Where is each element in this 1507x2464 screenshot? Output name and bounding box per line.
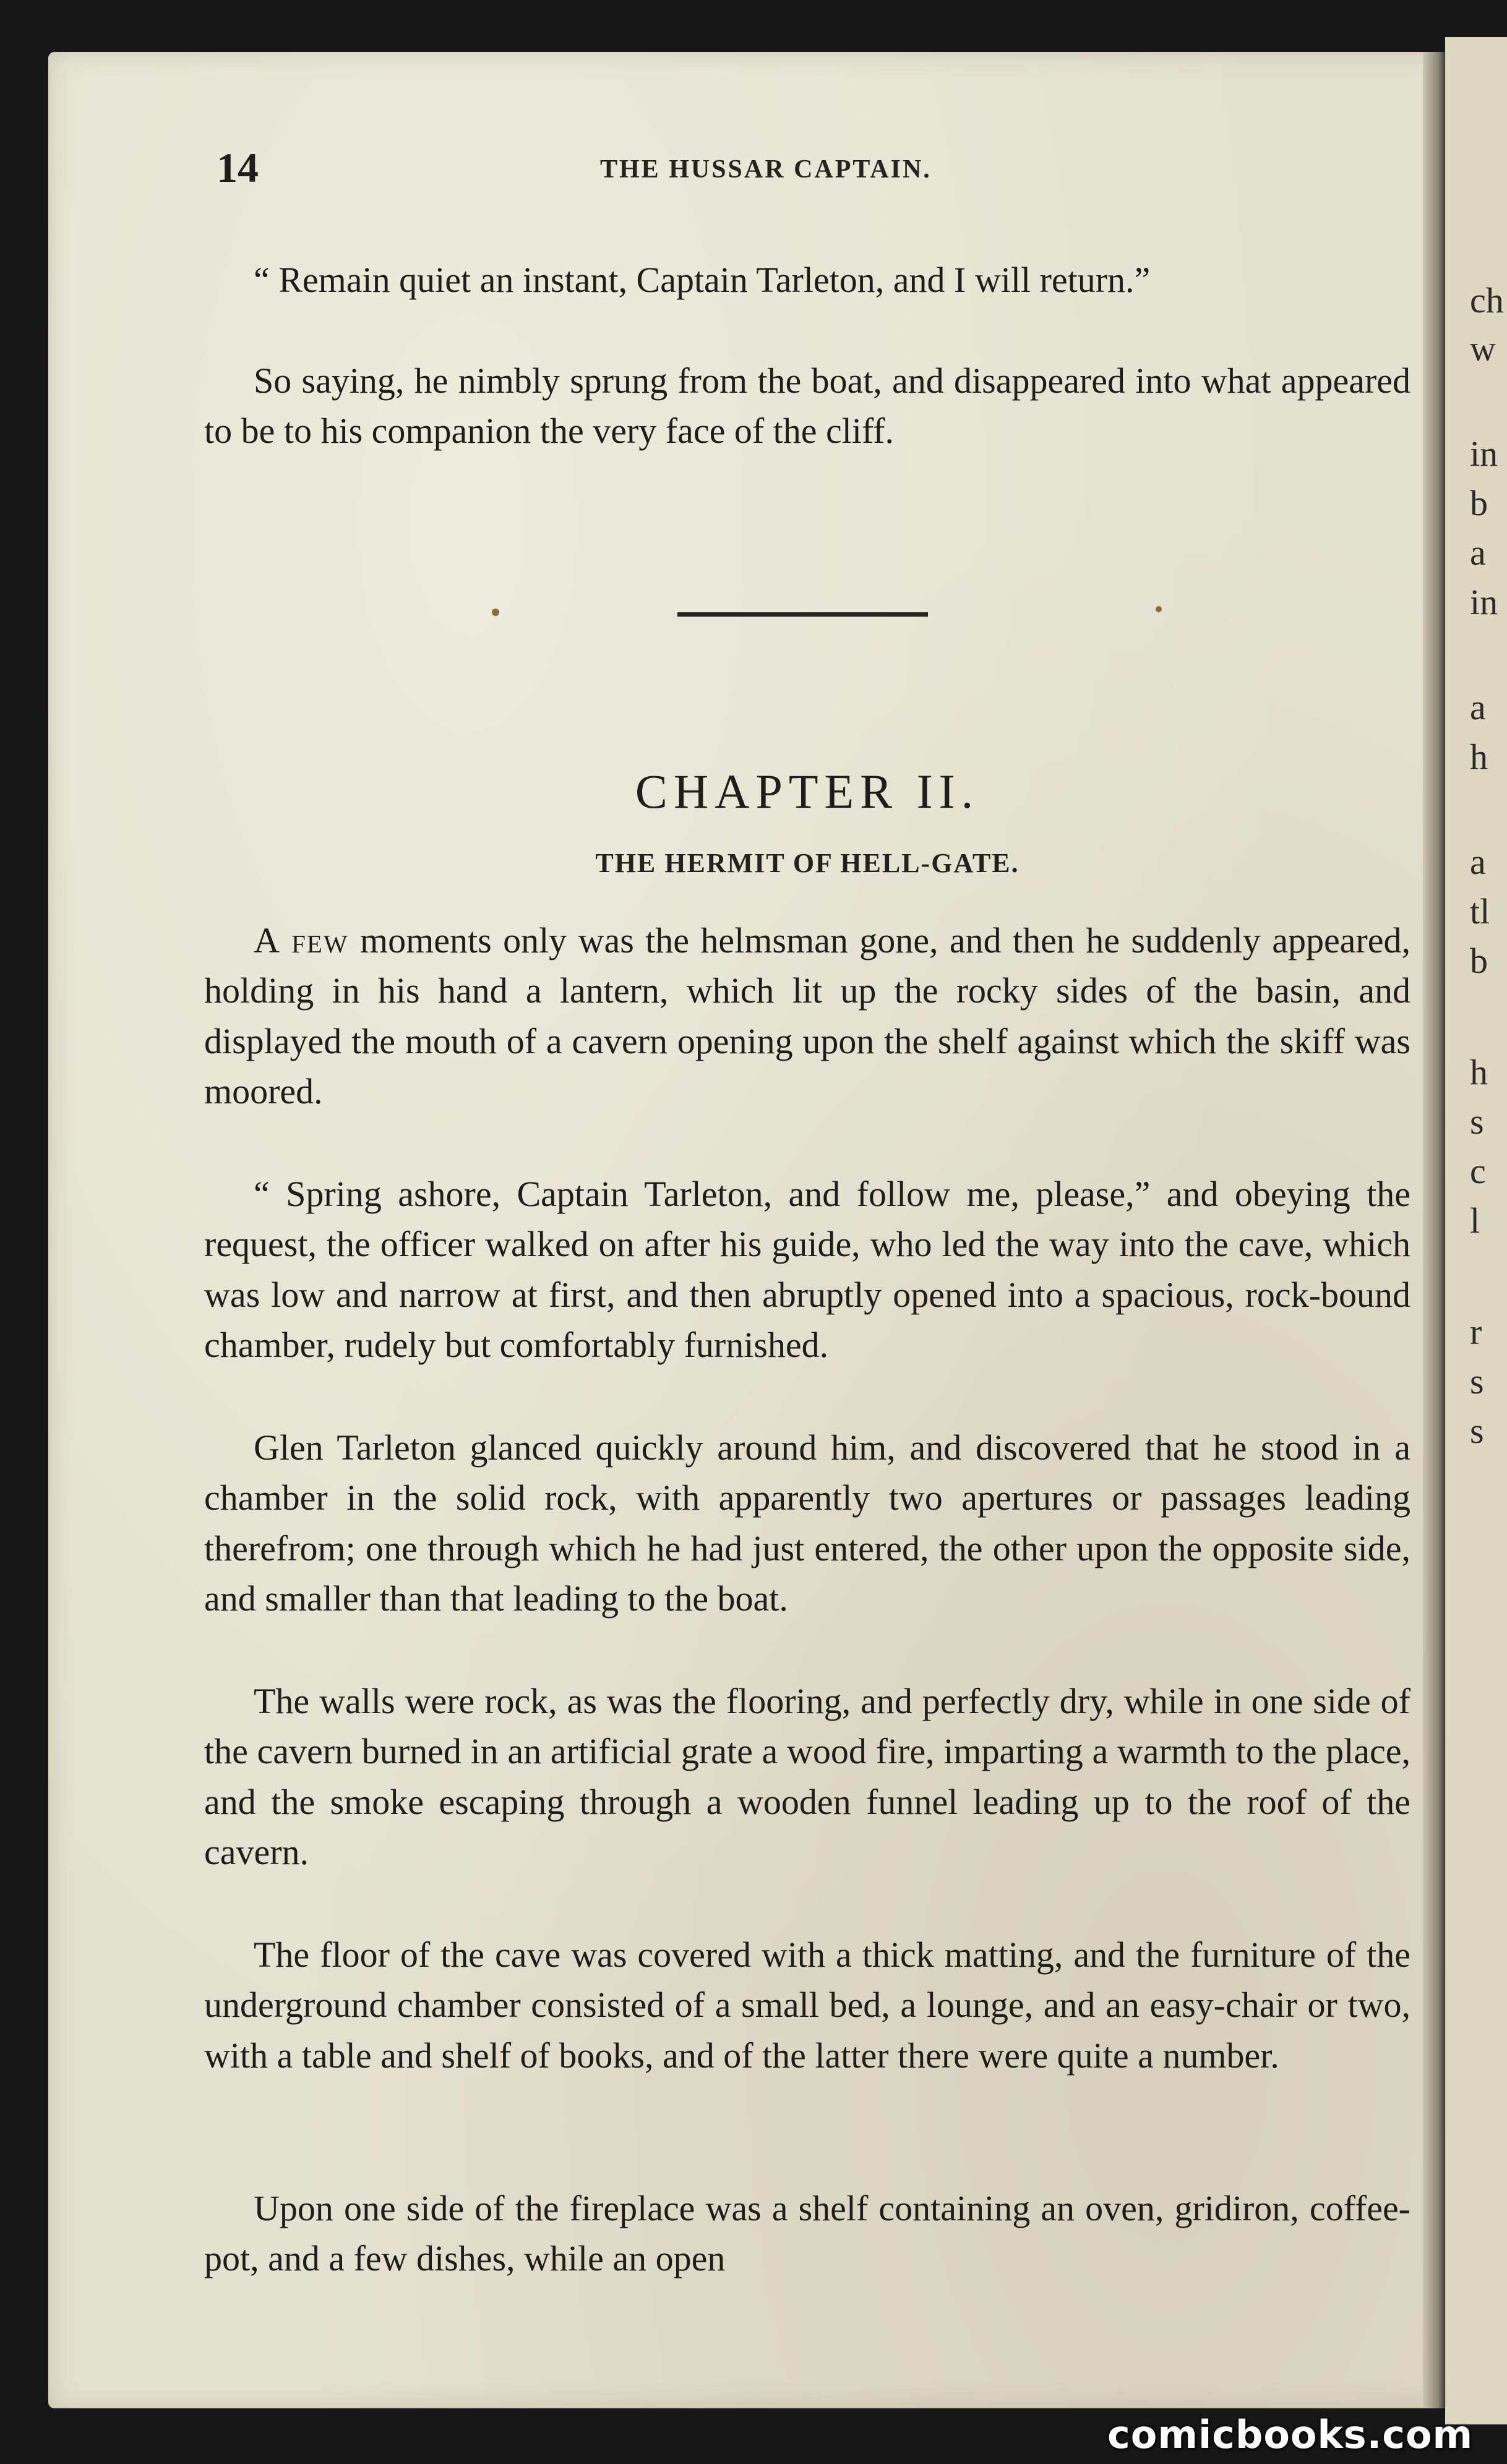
- site-watermark: comicbooks.com: [1107, 2412, 1474, 2457]
- facing-page-fragment: b: [1470, 483, 1488, 523]
- facing-page-fragment: r: [1470, 1312, 1482, 1352]
- page-number: 14: [217, 144, 259, 191]
- section-divider-rule: [677, 612, 928, 617]
- facing-page-fragment: in: [1470, 434, 1498, 474]
- facing-page-fragment: ch: [1470, 280, 1504, 320]
- chapter-opening-paragraph: [204, 915, 1410, 1117]
- facing-page-fragment: h: [1470, 737, 1488, 777]
- opening-paragraph-text: moments only was the helmsman gone, and then he suddenly appeared, holding in his hand a lantern, which lit up the rocky sides of the basin, and displayed the mouth of a cavern opening upon the shelf against which the skiff was moored.: [204, 920, 1410, 1112]
- running-title: THE HUSSAR CAPTAIN.: [600, 155, 932, 184]
- facing-page-fragment: a: [1470, 842, 1486, 882]
- paragraph: The floor of the cave was covered with a thick matting, and the furniture of the underground chamber consisted of a small bed, a lounge, and an easy-chair or two, with a table and shelf of books, and of the latter there were quite a number.: [204, 1935, 1410, 2076]
- paragraph: “ Remain quiet an instant, Captain Tarleton, and I will return.”: [254, 260, 1151, 300]
- facing-page-fragment: l: [1470, 1200, 1480, 1241]
- facing-page-fragment: w: [1470, 328, 1496, 369]
- facing-page-fragment: a: [1470, 533, 1486, 573]
- facing-page-fragment: in: [1470, 582, 1498, 622]
- facing-page-fragment: b: [1470, 941, 1488, 981]
- facing-page-fragment: s: [1470, 1102, 1484, 1142]
- paper-speck: [492, 609, 499, 616]
- paragraph: “ Spring ashore, Captain Tarleton, and follow me, please,” and obeying the request, the officer walked on after his guide, who led the way into the cave, which was low and narrow at first, and then abruptly opened into a spacious, rock-bound chamber, rudely but comfortably furnished.: [204, 1174, 1410, 1366]
- facing-page-fragment: c: [1470, 1151, 1486, 1191]
- paragraph: The walls were rock, as was the flooring, and perfectly dry, while in one side of the cavern burned in an artificial grate a wood fire, imparting a warmth to the place, and the smoke escaping through a wooden funnel leading up to the roof of the cavern.: [204, 1681, 1410, 1873]
- paper-speck: [1156, 606, 1162, 612]
- facing-page-fragment: h: [1470, 1052, 1488, 1092]
- paragraph: Glen Tarleton glanced quickly around him, and discovered that he stood in a chamber in the solid rock, with apparently two apertures or passages leading therefrom; one through which he had just entered, the other upon the opposite side, and smaller than that leading to the boat.: [204, 1427, 1410, 1619]
- paragraph: Upon one side of the fireplace was a shelf containing an oven, gridiron, coffee-pot, and a few dishes, while an open: [204, 2188, 1410, 2279]
- facing-page-edge: [1445, 37, 1507, 2424]
- paragraph: So saying, he nimbly sprung from the boat, and disappeared into what appeared to be to his companion the very face of the cliff.: [204, 361, 1410, 451]
- book-gutter: [1423, 52, 1445, 2408]
- chapter-subtitle: THE HERMIT OF HELL-GATE.: [595, 848, 1020, 878]
- chapter-title: CHAPTER II.: [635, 764, 980, 818]
- facing-page-fragment: s: [1470, 1361, 1484, 1401]
- facing-page-fragment: tl: [1470, 891, 1490, 931]
- facing-page-fragment: s: [1470, 1411, 1484, 1451]
- opening-smallcaps-words: A few: [254, 920, 349, 960]
- facing-page-fragment: a: [1470, 687, 1486, 727]
- running-head: [217, 143, 1380, 193]
